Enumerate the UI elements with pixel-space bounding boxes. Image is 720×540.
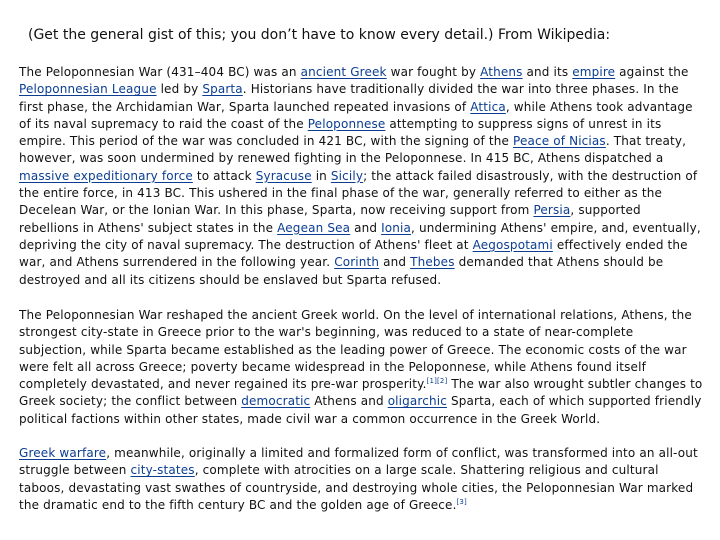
paragraph-text: and [379,255,411,270]
wiki-link-greek-warfare[interactable]: Greek warfare [19,446,107,460]
paragraph-text: . Historians have traditionally divided the war into three phases. In the first phase, the Archidamian War, Sparta launched repeated invasions of [19,82,679,114]
paragraph-text: demanded that Athens should be destroyed and all its citizens should be enslaved but Sparta refused. [19,255,664,287]
paragraph-text: Athens and [310,394,388,409]
wiki-link-aegean-sea[interactable]: Aegean Sea [277,220,351,235]
wiki-link-peace-of-nicias[interactable]: Peace of Nicias [513,134,606,149]
wiki-link-athens[interactable]: Athens [480,65,523,79]
wiki-link-attica[interactable]: Attica [470,99,506,114]
paragraph-text: and [350,220,382,235]
wiki-link-massive-expeditionary-force[interactable]: massive expeditionary force [19,168,193,183]
paragraph-text: , supported rebellions in Athens' subject states in the [19,203,641,235]
wiki-link-oligarchic[interactable]: oligarchic [387,394,447,409]
paragraph-text: The war also wrought subtler changes to Greek society; the conflict between [19,377,703,409]
paragraph-text: led by [156,82,203,97]
paragraph-text: , while Athens took advantage of its naval supremacy to raid the coast of the [19,99,693,131]
wiki-link-syracuse[interactable]: Syracuse [255,168,312,183]
paragraph-text: ; the attack failed disastrously, with the destruction of the entire force, in 413 BC. This ushered in the final phase of the war, generally referred to either as the Decelean War, or the Ionian War. In this phase, Sparta, now receiving support from [19,168,698,218]
paragraph-text: Sparta, each of which supported friendly political factions within other states, made civil war a common occurrence in the Greek World. [19,394,702,426]
wiki-link-peloponnesian-league[interactable]: Peloponnesian League [19,82,157,97]
wiki-link-peloponnese[interactable]: Peloponnese [307,116,386,131]
paragraph-text: The Peloponnesian War reshaped the ancient Greek world. On the level of international relations, Athens, the strongest city-state in Greece prior to the war's beginning, was reduced to a state of near-complete subjection, while Sparta became established as the leading power of Greece. The economic costs of the war were felt all across Greece; poverty became widespread in the Peloponnese, while Athens found itself completely devastated, and never regained its pre-war prosperity. [19,308,692,392]
citation-ref[interactable]: [3] [456,497,467,506]
wiki-link-empire[interactable]: empire [572,65,616,79]
paragraph-text: effectively ended the war, and Athens surrendered in the following year. [19,237,688,270]
instruction-line: (Get the general gist of this; you don’t have to know every detail.) From Wikipedia: [28,27,611,43]
citation-ref[interactable]: [1][2] [426,377,448,386]
wiki-link-ancient-greek[interactable]: ancient Greek [300,65,387,79]
paragraph-text: to attack [192,168,256,183]
paragraph-text: and its [522,65,573,79]
wiki-link-sicily[interactable]: Sicily [330,168,364,183]
wiki-link-sparta[interactable]: Sparta [202,82,243,97]
wiki-link-city-states[interactable]: city-states [130,463,195,478]
paragraph-text: , complete with atrocities on a large scale. Shattering religious and cultural taboos, devastating vast swathes of countryside, and destroying whole cities, the Peloponnesian War marked the dramatic end to the fifth century BC and the golden age of Greece. [19,463,694,512]
paragraph-text: war fought by [386,65,481,79]
paragraph-text: . That treaty, however, was soon undermined by renewed fighting in the Peloponnese. In 415 BC, Athens dispatched a [19,134,687,166]
wiki-link-democratic[interactable]: democratic [241,394,311,409]
paragraph-1 [19,64,703,289]
paragraph-text: attempting to suppress signs of unrest in its empire. This period of the war was concluded in 421 BC, with the signing of the [19,116,662,149]
paragraph-text: , undermining Athens' empire, and, eventually, depriving the city of naval supremacy. The destruction of Athens' fleet at [19,220,701,252]
wiki-link-thebes[interactable]: Thebes [410,255,455,270]
wiki-link-aegospotami[interactable]: Aegospotami [472,237,553,252]
wiki-link-corinth[interactable]: Corinth [334,255,380,270]
paragraph-text: against the [615,65,689,79]
paragraph-text: , meanwhile, originally a limited and formalized form of conflict, was transformed into an all-out struggle between [19,446,698,478]
paragraph-text: in [311,168,331,183]
paragraph-3 [19,445,703,514]
wiki-link-ionia[interactable]: Ionia [381,220,412,235]
paragraph-text: The Peloponnesian War (431–404 BC) was an [19,65,301,79]
paragraph-2 [19,307,703,428]
wiki-link-persia[interactable]: Persia [533,203,571,218]
